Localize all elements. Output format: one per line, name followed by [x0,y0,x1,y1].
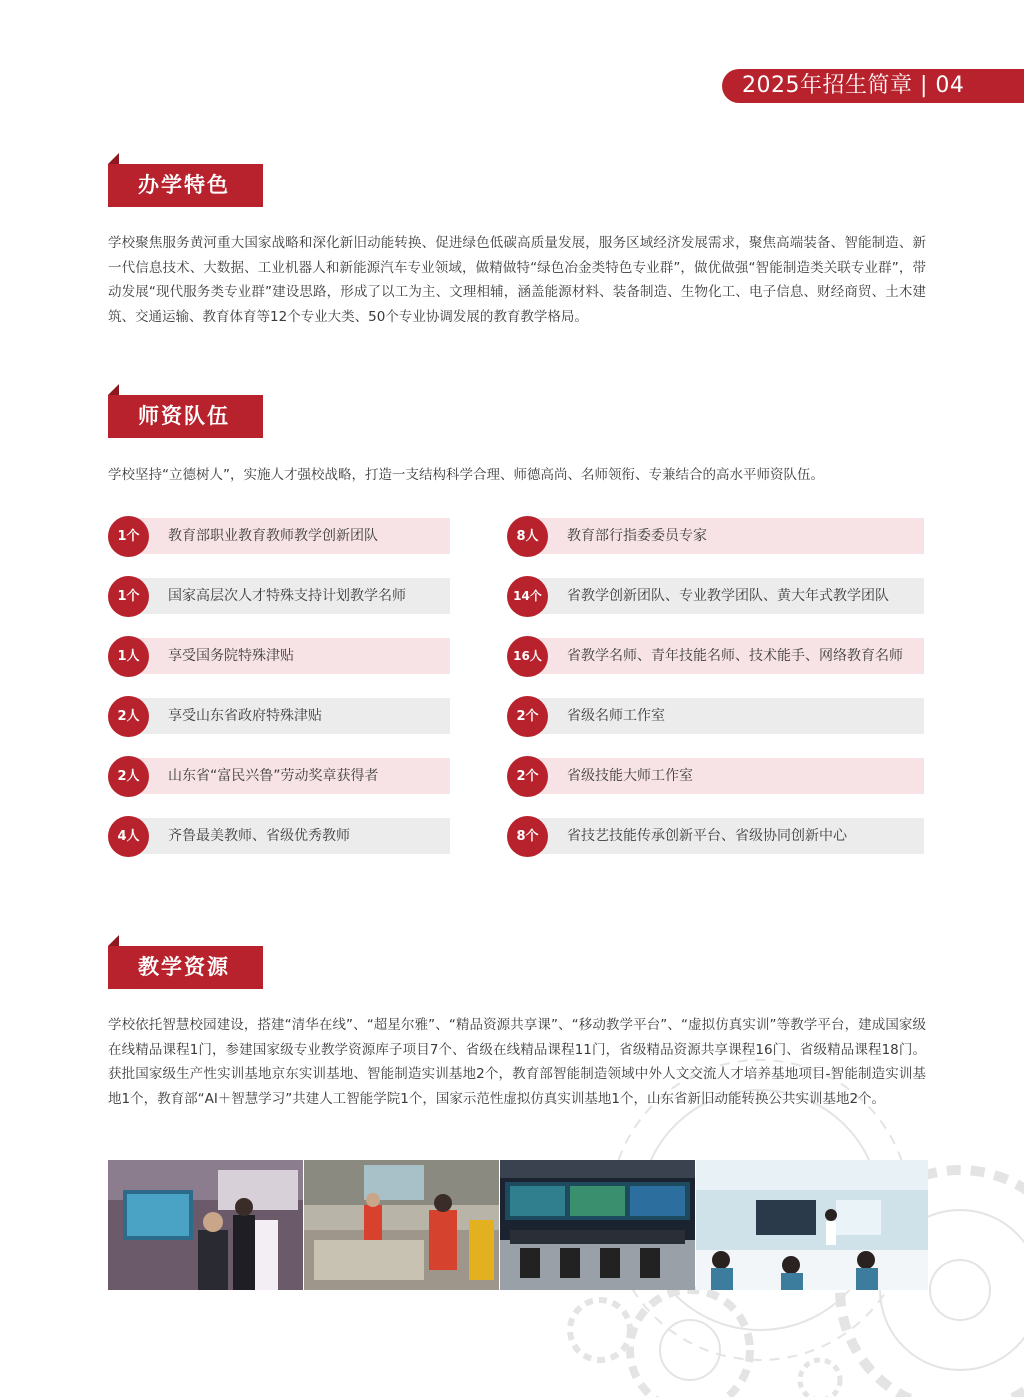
photo-vr-lab [108,1160,303,1290]
photo-robot-training [304,1160,499,1290]
stat-count-badge: 1个 [108,576,149,617]
stat-count-badge: 1个 [108,516,149,557]
features-paragraph: 学校聚焦服务黄河重大国家战略和深化新旧动能转换、促进绿色低碳高质量发展，服务区域经济发展需求，聚焦高端装备、智能制造、新一代信息技术、大数据、工业机器人和新能源汽车专业领域，做精做特“绿色冶金类特色专业群”，做优做强“智能制造类关联专业群”，带动发展“现代服务类专业群”建设思路，形成了以工为主、文理相辅，涵盖能源材料、装备制造、生物化工、电子信息、财经商贸、土木建筑、交通运输、教育体育等12个专业大类、50个专业协调发展的教育教学格局。 [108,235,926,325]
stat-row [507,578,924,614]
resources-paragraph: 学校依托智慧校园建设，搭建“清华在线”、“超星尔雅”、“精品资源共享课”、“移动教学平台”、“虚拟仿真实训”等教学平台，建成国家级在线精品课程1门，参建国家级专业教学资源库子项目7个、省级在线精品课程11门，省级精品资源共享课程16门、省级精品课程18门。获批国家级生产性实训基地京东实训基地、智能制造实训基地2个，教育部智能制造领域中外人文交流人才培养基地项目-智能制造实训基地1个，教育部“AI＋智慧学习”共建人工智能学院1个，国家示范性虚拟仿真实训基地1个，山东省新旧动能转换公共实训基地2个。 [108,1017,926,1107]
stat-row [108,518,450,554]
stat-label: 省级名师工作室 [567,708,665,724]
stat-label: 国家高层次人才特殊支持计划教学名师 [168,588,406,604]
photo-classroom [696,1160,928,1290]
stat-row [108,758,450,794]
stat-label: 山东省“富民兴鲁”劳动奖章获得者 [168,768,379,784]
stat-label: 教育部行指委委员专家 [567,528,707,544]
stat-row [507,758,924,794]
stat-row [108,578,450,614]
stat-count-badge: 8个 [507,816,548,857]
stat-count-badge: 2个 [507,696,548,737]
section-title-faculty: 师资队伍 [108,395,263,438]
stat-row [108,698,450,734]
stat-count-badge: 1人 [108,636,149,677]
stat-row [507,818,924,854]
stat-count-badge: 2个 [507,756,548,797]
stat-label: 省级技能大师工作室 [567,768,693,784]
stat-count-badge: 4人 [108,816,149,857]
stat-count-badge: 2人 [108,696,149,737]
stat-label: 省教学创新团队、专业教学团队、黄大年式教学团队 [567,588,889,604]
stat-label: 享受山东省政府特殊津贴 [168,708,322,724]
section-title-features: 办学特色 [108,164,263,207]
section-title-resources: 教学资源 [108,946,263,989]
stat-row [507,518,924,554]
stat-row [507,698,924,734]
stat-row [507,638,924,674]
stat-row [108,818,450,854]
stat-label: 教育部职业教育教师教学创新团队 [168,528,378,544]
stat-label: 享受国务院特殊津贴 [168,648,294,664]
stat-label: 省技艺技能传承创新平台、省级协同创新中心 [567,828,847,844]
stat-label: 省教学名师、青年技能名师、技术能手、网络教育名师 [567,648,903,664]
stat-count-badge: 8人 [507,516,548,557]
stat-count-badge: 14个 [507,576,548,617]
stat-row [108,638,450,674]
stat-count-badge: 2人 [108,756,149,797]
faculty-intro: 学校坚持“立德树人”，实施人才强校战略，打造一支结构科学合理、师德高尚、名师领衔、专兼结合的高水平师资队伍。 [108,467,824,483]
page-header-tab: 2025年招生简章 | 04 [722,69,1024,103]
stat-count-badge: 16人 [507,636,548,677]
photo-control-center [500,1160,695,1290]
stat-label: 齐鲁最美教师、省级优秀教师 [168,828,350,844]
